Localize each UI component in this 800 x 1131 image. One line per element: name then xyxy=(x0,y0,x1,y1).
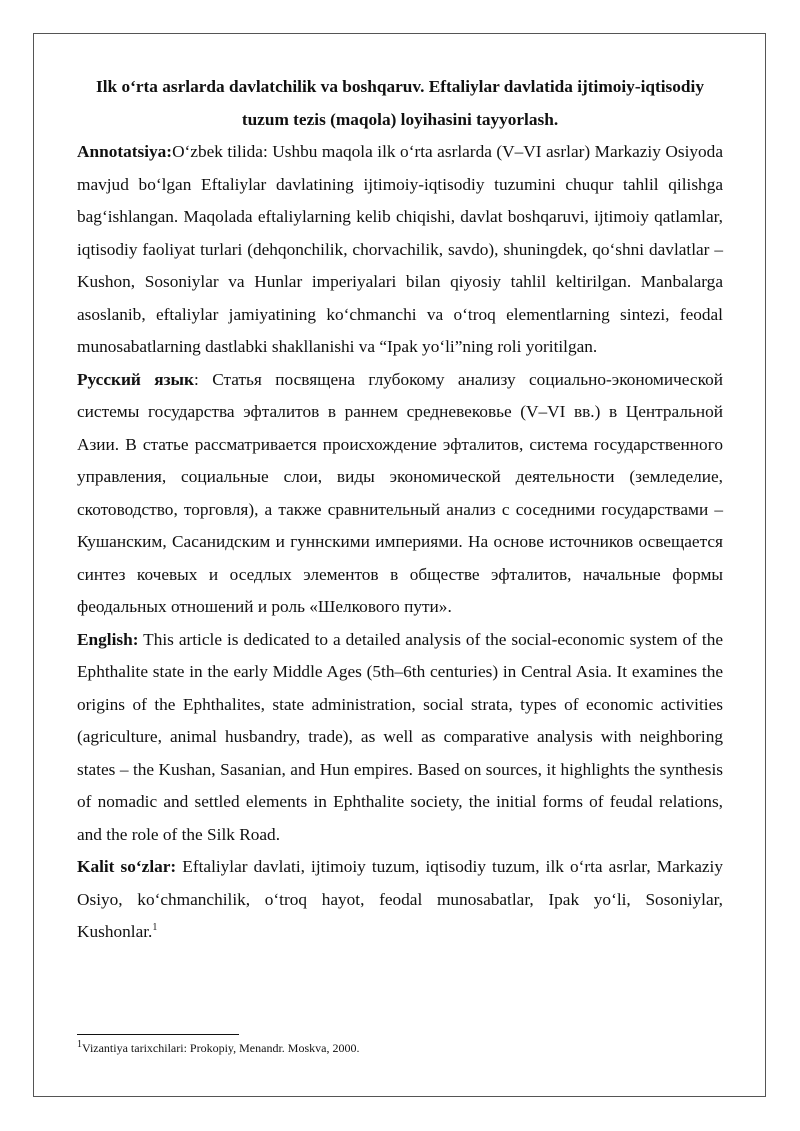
abstract-russian-label: Русский язык xyxy=(77,369,195,389)
title-part-2: Eftaliylar davlatida ijtimoiy-iqtisodiy tuzum tezis (maqola) loyihasini tayyorlash. xyxy=(241,77,704,129)
abstract-russian xyxy=(77,364,723,624)
keywords xyxy=(77,851,723,949)
document-body xyxy=(77,71,723,949)
footnote-separator xyxy=(77,1034,239,1035)
keywords-label: Kalit so‘zlar: xyxy=(77,857,177,876)
title-part-1: Ilk o‘rta asrlarda davlatchilik va boshqaruv xyxy=(96,77,421,96)
abstract-russian-text: Статья посвящена глубокому анализу социально-экономической системы государства эфталитов в раннем средневековье (V–VI вв.) в Центральной Азии. В статье рассматривается происхождение эфталитов, система государственного управления, социальные слои, виды экономической деятельности (земледелие, скотоводство, торговля), а также сравнительный анализ с соседними государствами – Кушанским, Сасанидским и гуннскими империями. На основе источников освещается синтез кочевых и оседлых элементов в обществе эфталитов, начальные формы феодальных отношений и роль «Шелкового пути». xyxy=(77,369,723,616)
footnote-number: 1 xyxy=(77,1039,82,1050)
footnote-reference[interactable]: 1 xyxy=(152,922,158,934)
document-title xyxy=(77,71,723,136)
abstract-uzbek-text: O‘zbek tilida: Ushbu maqola ilk o‘rta asrlarda (V–VI asrlar) Markaziy Osiyoda mavjud bo‘lgan Eftaliylar davlatining ijtimoiy-iqtisodiy tuzumini chuqur tahlil qilishga bag‘ishlangan. Maqolada eftaliylarning kelib chiqishi, davlat boshqaruvi, ijtimoiy qatlamlar, iqtisodiy faoliyat turlari (dehqonchilik, chorvachilik, savdo), shuningdek, qo‘shni davlatlar – Kushon, Sosoniylar va Hunlar imperiyalari bilan qiyosiy tahlil keltirilgan. Manbalarga asoslanib, eftaliylar jamiyatining ko‘chmanchi va o‘troq elementlarning sintezi, feodal munosabatlarning dastlabki shakllanishi va “Ipak yo‘li”ning roli yoritilgan. xyxy=(77,142,723,356)
abstract-english xyxy=(77,624,723,852)
abstract-english-text: This article is dedicated to a detailed analysis of the social-economic system of the Ephthalite state in the early Middle Ages (5th–6th centuries) in Central Asia. It examines the origins of the Ephthalites, state administration, social strata, types of economic activities (agriculture, animal husbandry, trade), as well as comparative analysis with neighboring states – the Kushan, Sasanian, and Hun empires. Based on sources, it highlights the synthesis of nomadic and settled elements in Ephthalite society, the initial forms of feudal relations, and the role of the Silk Road. xyxy=(77,629,723,844)
footnote-text: Vizantiya tarixchilari: Prokopiy, Menandr. Moskva, 2000. xyxy=(82,1041,360,1055)
abstract-uzbek xyxy=(77,136,723,364)
abstract-english-label: English: xyxy=(77,629,139,649)
abstract-uzbek-label: Annotatsiya: xyxy=(77,142,173,161)
keywords-text: Eftaliylar davlati, ijtimoiy tuzum, iqtisodiy tuzum, ilk o‘rta asrlar, Markaziy Osiyo, ko‘chmanchilik, o‘troq hayot, feodal munosabatlar, Ipak yo‘li, Sosoniylar, Kushonlar. xyxy=(77,857,723,941)
abstract-russian-colon: : xyxy=(194,369,199,389)
title-separator: . xyxy=(420,77,429,96)
footnote xyxy=(77,1041,359,1056)
